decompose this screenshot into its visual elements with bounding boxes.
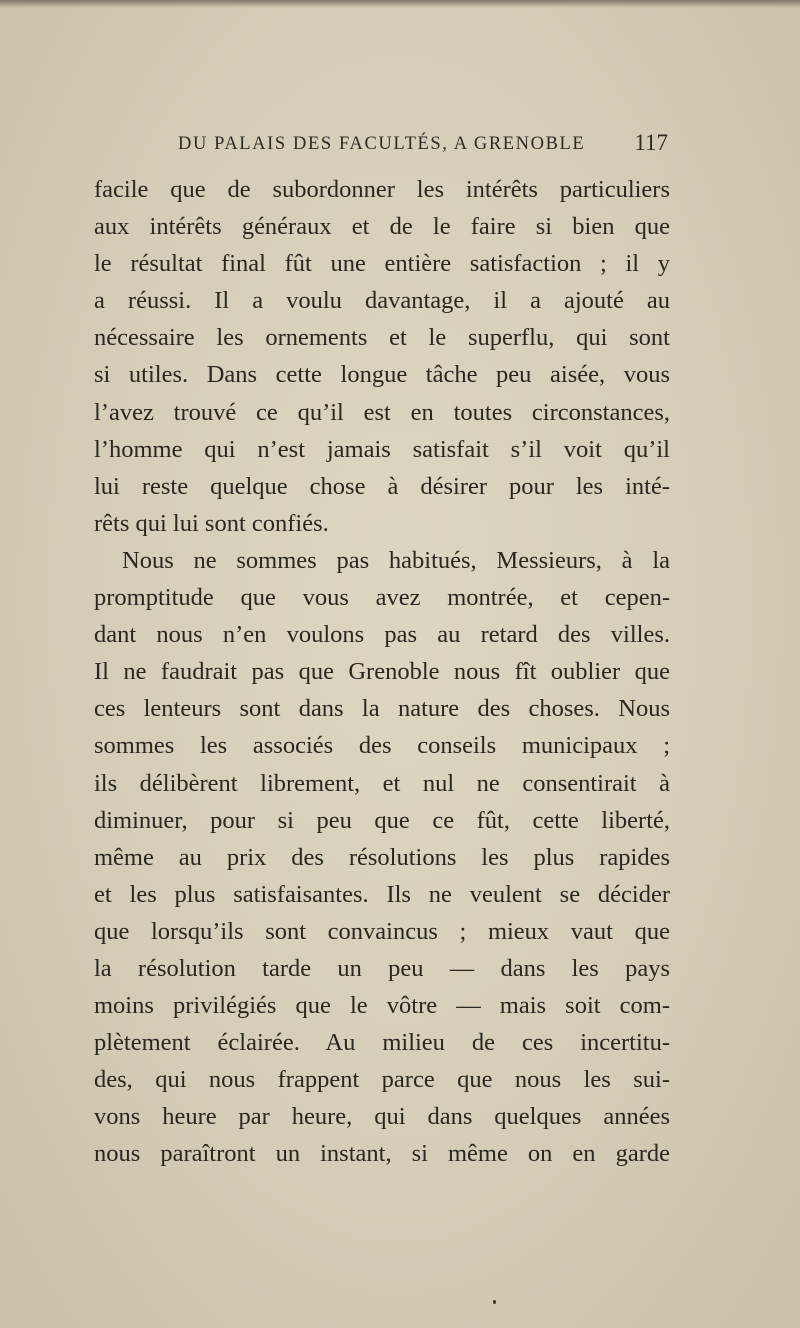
- text-line: plètement éclairée. Au milieu de ces incertitu-: [94, 1029, 670, 1057]
- text-line: et les plus satisfaisantes. Ils ne veulent se décider: [94, 880, 670, 908]
- text-line: le résultat final fût une entière satisfaction ; il y: [94, 250, 670, 278]
- text-line: la résolution tarde un peu — dans les pays: [94, 954, 670, 982]
- text-line: Il ne faudrait pas que Grenoble nous fît oublier que: [94, 658, 670, 686]
- text-line: lui reste quelque chose à désirer pour les inté-: [94, 472, 670, 500]
- paper-speck: [493, 1300, 496, 1304]
- page-header: [178, 130, 668, 164]
- text-line: nécessaire les ornements et le superflu, qui sont: [94, 324, 670, 352]
- text-line: nous paraîtront un instant, si même on en garde: [94, 1140, 670, 1168]
- text-line: aux intérêts généraux et de le faire si bien que: [94, 213, 670, 241]
- text-line: promptitude que vous avez montrée, et cepen-: [94, 584, 670, 612]
- text-line: ces lenteurs sont dans la nature des choses. Nous: [94, 695, 670, 723]
- page-number: 117: [634, 130, 668, 155]
- text-line: vons heure par heure, qui dans quelques années: [94, 1103, 670, 1131]
- text-line: même au prix des résolutions les plus rapides: [94, 843, 670, 871]
- running-head: DU PALAIS DES FACULTÉS, A GRENOBLE: [178, 134, 586, 154]
- paragraph-last-line: rêts qui lui sont confiés.: [94, 509, 329, 537]
- text-line: facile que de subordonner les intérêts particuliers: [94, 176, 670, 203]
- text-line: sommes les associés des conseils municipaux ;: [94, 732, 670, 760]
- text-line: dant nous n’en voulons pas au retard des villes.: [94, 621, 670, 649]
- text-line: diminuer, pour si peu que ce fût, cette liberté,: [94, 806, 670, 834]
- text-line: si utiles. Dans cette longue tâche peu aisée, vous: [94, 361, 670, 389]
- text-line: moins privilégiés que le vôtre — mais soit com-: [94, 992, 670, 1020]
- text-line: des, qui nous frappent parce que nous les sui-: [94, 1066, 670, 1094]
- page-edge-shadow: [0, 0, 800, 8]
- text-line: ils délibèrent librement, et nul ne consentirait à: [94, 769, 670, 797]
- text-line: que lorsqu’ils sont convaincus ; mieux vaut que: [94, 917, 670, 945]
- body-text: [94, 171, 670, 1173]
- text-line: l’homme qui n’est jamais satisfait s’il voit qu’il: [94, 435, 670, 463]
- text-line: l’avez trouvé ce qu’il est en toutes circonstances,: [94, 398, 670, 426]
- text-line: a réussi. Il a voulu davantage, il a ajouté au: [94, 287, 670, 315]
- paragraph-first-line: Nous ne sommes pas habitués, Messieurs, à la: [122, 546, 670, 574]
